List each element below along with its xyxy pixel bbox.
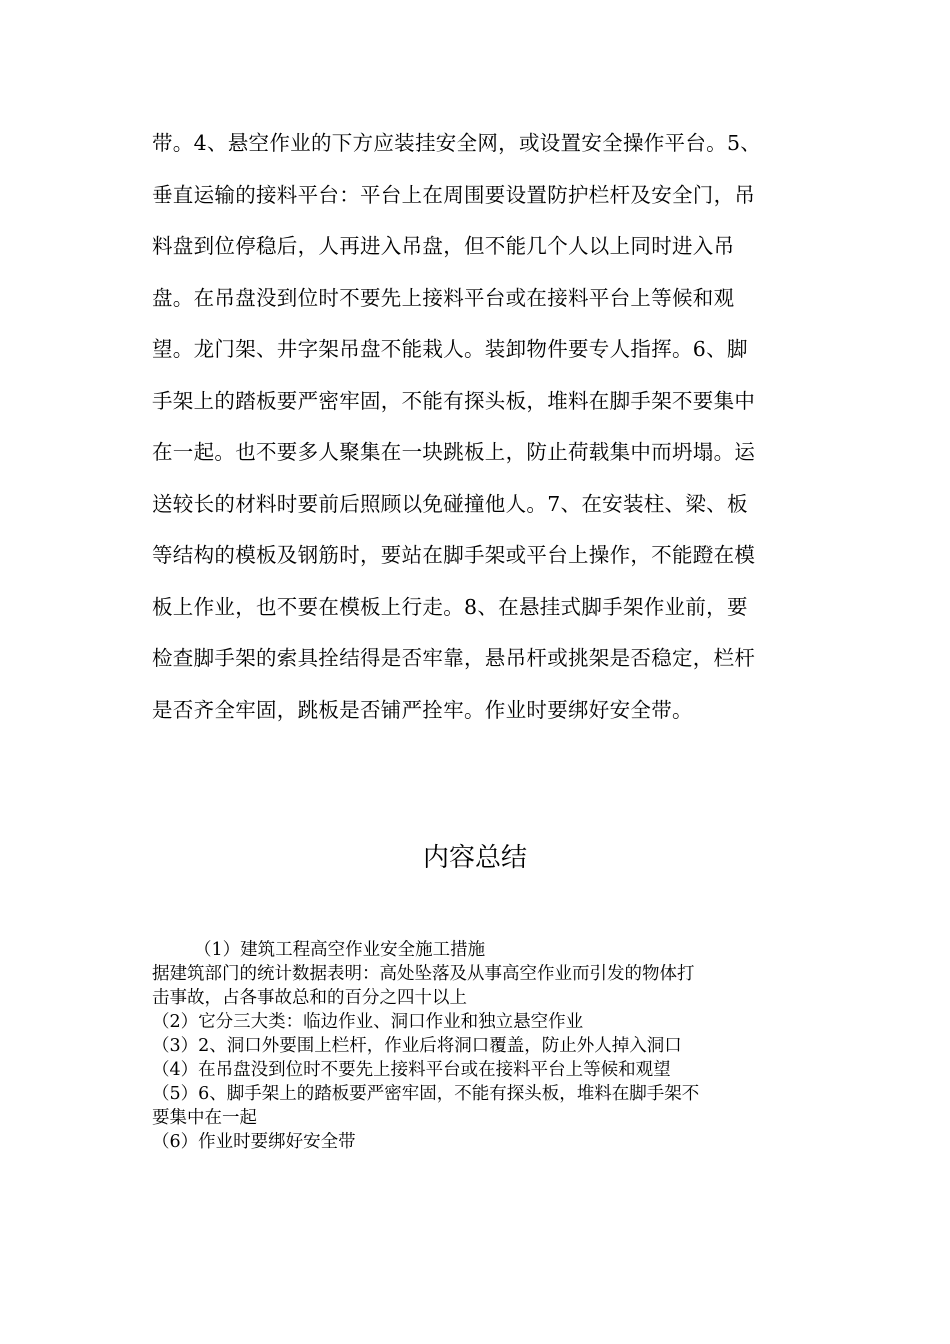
body-line: 等结构的模板及钢筋时，要站在脚手架或平台上操作，不能蹬在模: [152, 543, 756, 567]
body-line: 检查脚手架的索具拴结得是否牢靠，悬吊杆或挑架是否稳定，栏杆: [152, 646, 756, 670]
body-line: 盘。在吊盘没到位时不要先上接料平台或在接料平台上等候和观: [152, 285, 735, 310]
body-line: 手架上的踏板要严密牢固，不能有探头板，堆料在脚手架不要集中: [152, 388, 756, 413]
summary-line: （2）它分三大类：临边作业、洞口作业和独立悬空作业: [152, 1012, 584, 1032]
summary-line: 据建筑部门的统计数据表明：高处坠落及从事高空作业而引发的物体打: [152, 964, 695, 984]
body-line: 带。4、悬空作业的下方应装挂安全网，或设置安全操作平台。5、: [152, 131, 762, 155]
summary-line: （3）2、洞口外要围上栏杆，作业后将洞口覆盖，防止外人掉入洞口: [152, 1036, 682, 1056]
summary-title: 内容总结: [422, 843, 527, 873]
body-line: 望。龙门架、井字架吊盘不能栽人。装卸物件要专人指挥。6、脚: [152, 337, 748, 361]
body-line: 送较长的材料时要前后照顾以免碰撞他人。7、在安装柱、梁、板: [152, 491, 748, 516]
body-line: 板上作业，也不要在模板上行走。8、在悬挂式脚手架作业前，要: [152, 594, 748, 619]
body-line: 在一起。也不要多人聚集在一块跳板上，防止荷载集中而坍塌。运: [152, 440, 756, 464]
body-paragraph: [152, 118, 800, 736]
summary-line: （5）6、脚手架上的踏板要严密牢固，不能有探头板，堆料在脚手架不: [152, 1084, 700, 1104]
summary-list: [152, 938, 802, 1154]
summary-line: （4）在吊盘没到位时不要先上接料平台或在接料平台上等候和观望: [152, 1060, 671, 1080]
summary-line: 要集中在一起: [152, 1108, 257, 1128]
body-line: 是否齐全牢固，跳板是否铺严拴牢。作业时要绑好安全带。: [152, 697, 693, 722]
summary-line: （1）建筑工程高空作业安全施工措施: [194, 940, 486, 960]
summary-line: （6）作业时要绑好安全带: [152, 1132, 356, 1152]
body-line: 料盘到位停稳后，人再进入吊盘，但不能几个人以上同时进入吊: [152, 234, 735, 258]
body-line: 垂直运输的接料平台：平台上在周围要设置防护栏杆及安全门，吊: [152, 182, 756, 207]
summary-line: 击事故，占各事故总和的百分之四十以上: [152, 988, 467, 1008]
